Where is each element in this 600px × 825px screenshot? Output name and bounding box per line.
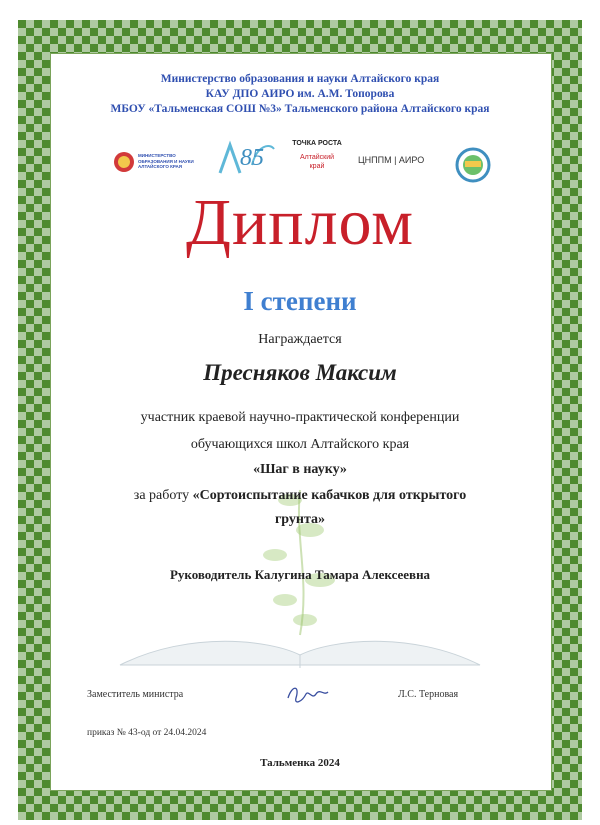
event-name: «Шаг в науку»: [253, 462, 347, 477]
cnppm-airo-logo: [358, 150, 438, 170]
signer-name: Л.С. Терновая: [398, 689, 459, 700]
place-year: Тальменка 2024: [260, 757, 340, 769]
work-prefix: за работу: [133, 488, 190, 503]
tochka-rosta-logo: [287, 140, 347, 180]
airo-85-number: 85: [240, 145, 264, 171]
work-title-part1: «Сортоиспытание кабачков для открытого: [192, 488, 467, 503]
tochka-rosta-title: ТОЧКА РОСТА: [292, 140, 342, 147]
airo-85-logo: [212, 135, 277, 180]
header-institute: КАУ ДПО АИРО им. А.М. Топорова: [205, 88, 395, 100]
signature-image: [282, 680, 332, 710]
school-logo: [453, 147, 493, 183]
work-line: [0, 488, 600, 504]
awarded-label: Награждается: [258, 332, 342, 347]
diploma-title: Диплом: [185, 186, 415, 259]
signer-position: Заместитель министра: [87, 689, 184, 700]
cnppm-airo-text: ЦНППМ | АИРО: [358, 155, 425, 165]
recipient-name: Пресняков Максим: [203, 360, 397, 385]
supervisor: Руководитель Калугина Тамара Алексеевна: [169, 567, 431, 582]
order-number: приказ № 43-од от 24.04.2024: [87, 728, 207, 738]
header-school: МБОУ «Тальменская СОШ №3» Тальменского района Алтайского края: [110, 103, 490, 115]
participant-description: участник краевой научно-практической конференции: [140, 410, 460, 425]
work-title-part2: грунта»: [274, 512, 326, 527]
participant-description-2: обучающихся школ Алтайского края: [190, 437, 410, 452]
header-ministry: Министерство образования и науки Алтайского края: [160, 73, 440, 85]
ministry-logo: [113, 150, 198, 174]
tochka-rosta-region: Алтайский край: [299, 154, 335, 170]
diploma-degree: I степени: [243, 286, 357, 316]
school-emblem-icon: [453, 147, 493, 183]
ministry-logo-text: МИНИСТЕРСТВО ОБРАЗОВАНИЯ И НАУКИ АЛТАЙСКОГО КРАЯ: [138, 153, 194, 169]
